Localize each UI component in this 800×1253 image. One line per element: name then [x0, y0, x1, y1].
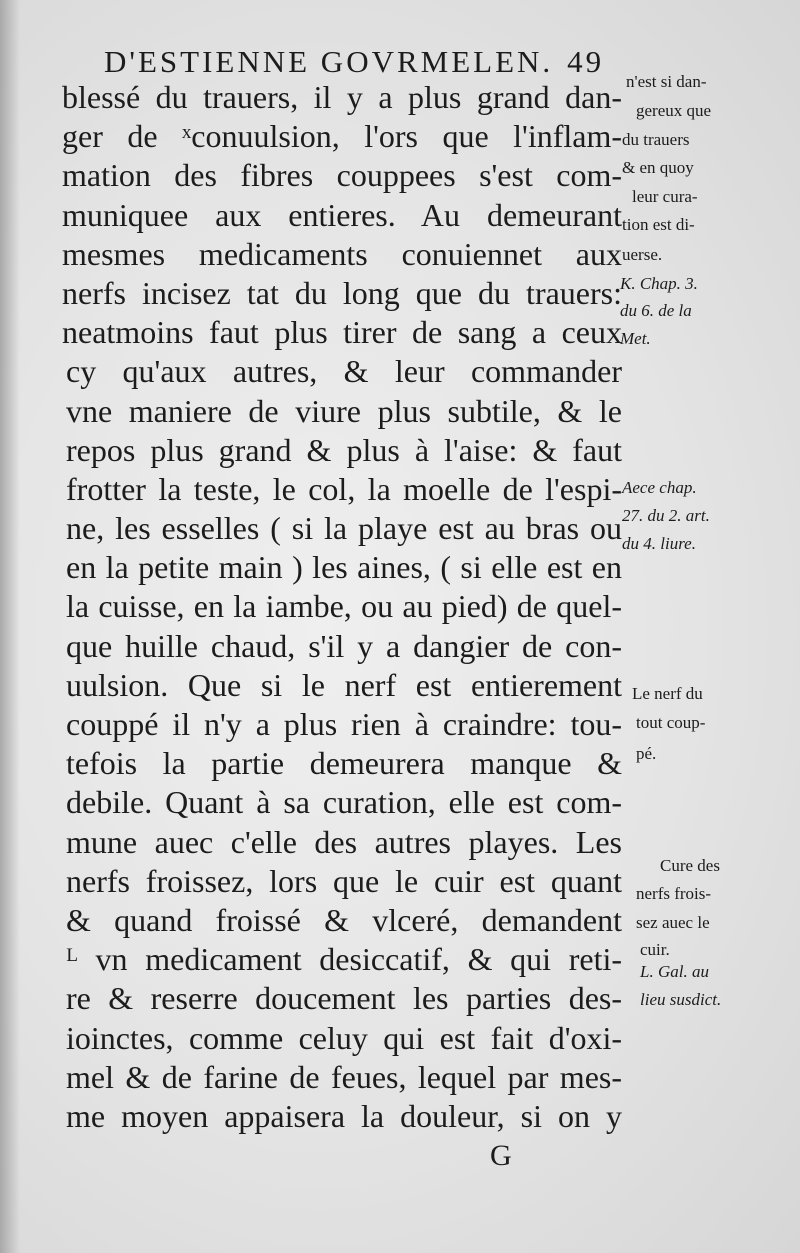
- text-line: neatmoins faut plus tirer de sang a ceux: [62, 314, 622, 351]
- text-line: muniquee aux entieres. Au demeurant: [62, 196, 622, 233]
- margin-note: leur cura-: [632, 187, 698, 206]
- text-line: la cuisse, en la iambe, ou au pied) de quel-: [66, 588, 622, 625]
- margin-note: tout coup-: [636, 713, 706, 732]
- text-line: tefois la partie demeurera manque &: [66, 745, 622, 782]
- margin-note: Aece chap.: [622, 478, 697, 497]
- text-line: en la petite main ) les aines, ( si elle est en: [66, 549, 622, 586]
- text-line: uulsion. Que si le nerf est entierement: [66, 666, 622, 703]
- margin-note: Cure des: [660, 856, 720, 875]
- margin-note: sez auec le: [636, 913, 710, 932]
- margin-note: du trauers: [622, 130, 690, 149]
- text-line: me moyen appaisera la douleur, si on y: [66, 1097, 622, 1134]
- running-head-title: D'ESTIENNE GOVRMELEN.: [104, 44, 554, 79]
- text-line: nerfs incisez tat du long que du trauers:: [62, 274, 622, 311]
- text-line: ioinctes, comme celuy qui est fait d'oxi-: [66, 1019, 622, 1056]
- margin-note: du 6. de la: [620, 301, 692, 320]
- text-line: debile. Quant à sa curation, elle est com-: [66, 784, 622, 821]
- text-line: cy qu'aux autres, & leur commander: [66, 353, 622, 390]
- margin-note: 27. du 2. art.: [622, 506, 710, 525]
- margin-note: gereux que: [636, 101, 712, 120]
- margin-note: n'est si dan-: [626, 72, 707, 91]
- page-number: 49: [567, 44, 605, 79]
- text-line: repos plus grand & plus à l'aise: & faut: [66, 431, 622, 468]
- text-line: mel & de farine de feues, lequel par mes-: [66, 1058, 622, 1095]
- text-line: blessé du trauers, il y a plus grand dan-: [62, 79, 622, 115]
- margin-note: pé.: [636, 744, 657, 763]
- margin-note: tion est di-: [622, 215, 695, 234]
- text-line: mation des fibres couppees s'est com-: [62, 157, 622, 194]
- margin-note: du 4. liure.: [622, 534, 696, 553]
- text-line: frotter la teste, le col, la moelle de l'espi-: [66, 470, 622, 507]
- signature-mark: G: [490, 1139, 512, 1172]
- text-line: ᴸ vn medicament desiccatif, & qui reti-: [66, 941, 622, 978]
- text-line: ger de ˣconuulsion, l'ors que l'inflam-: [62, 118, 622, 155]
- main-text-block: [62, 78, 622, 1136]
- text-line: mune auec c'elle des autres playes. Les: [66, 823, 622, 860]
- text-line: vne maniere de viure plus subtile, & le: [66, 392, 622, 429]
- margin-note: & en quoy: [622, 158, 694, 177]
- text-line: couppé il n'y a plus rien à craindre: tou-: [66, 706, 622, 742]
- gutter-shadow: [0, 0, 20, 1253]
- margin-note: uerse.: [622, 245, 663, 264]
- margin-note: Met.: [620, 329, 651, 348]
- margin-note: nerfs frois-: [636, 884, 712, 903]
- margin-note: K. Chap. 3.: [620, 274, 698, 293]
- text-line: re & reserre doucement les parties des-: [66, 980, 622, 1017]
- text-line: que huille chaud, s'il y a dangier de con-: [66, 627, 622, 664]
- text-line: nerfs froissez, lors que le cuir est quant: [66, 862, 622, 899]
- text-line: mesmes medicaments conuiennet aux: [62, 235, 622, 272]
- margin-note: cuir.: [640, 940, 670, 959]
- margin-note: lieu susdict.: [640, 990, 722, 1009]
- text-line: & quand froissé & vlceré, demandent: [66, 901, 622, 938]
- text-line: ne, les esselles ( si la playe est au bras ou: [66, 510, 622, 547]
- margin-note: L. Gal. au: [640, 962, 709, 981]
- margin-note: Le nerf du: [632, 684, 703, 703]
